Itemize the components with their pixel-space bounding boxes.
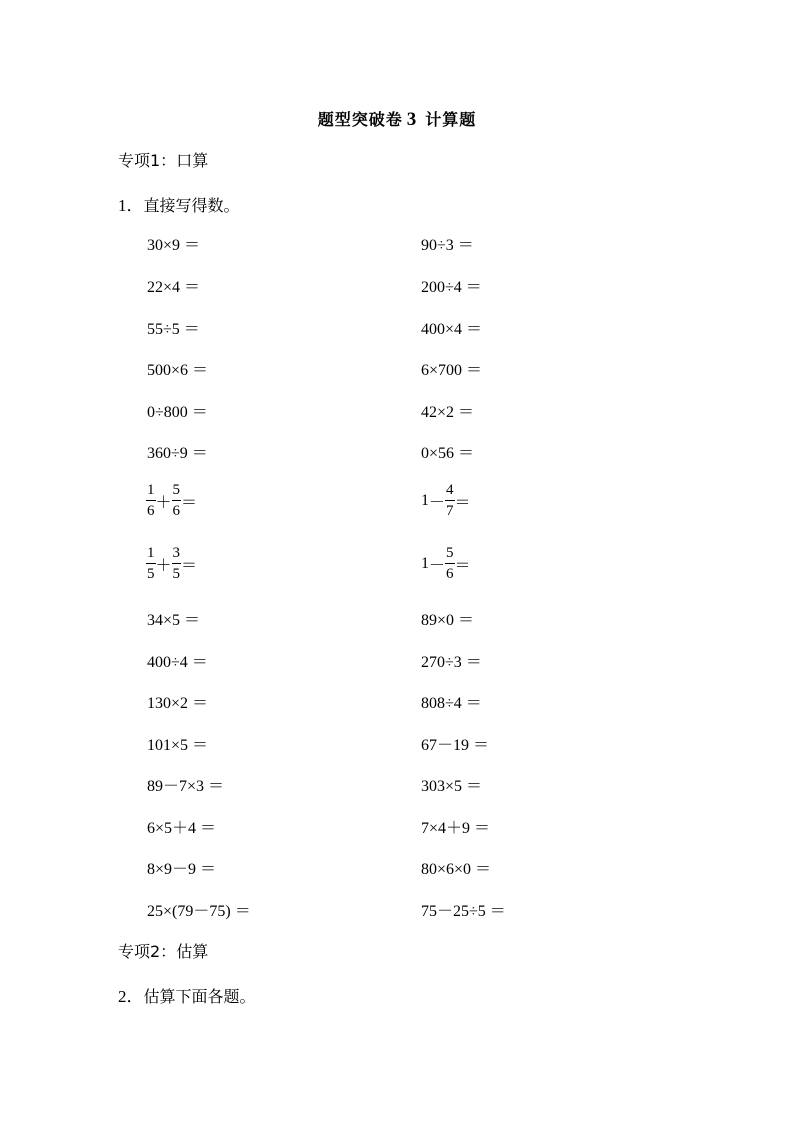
- section-2-name: 估算: [176, 942, 209, 961]
- problem-right-6: 0×56 ＝: [421, 445, 475, 462]
- problem-left-16: 25×(79－75) ＝: [147, 903, 251, 920]
- problem-right-2: 200÷4 ＝: [421, 279, 482, 296]
- problem-right-10: 270÷3 ＝: [421, 654, 482, 671]
- problem-right-5: 42×2 ＝: [421, 404, 475, 421]
- section-1-name: 口算: [176, 151, 209, 170]
- problem-right-16: 75－25÷5 ＝: [421, 903, 506, 920]
- problem-right-1: 90÷3 ＝: [421, 237, 474, 254]
- question-1: [118, 191, 240, 216]
- problem-left-5: 0÷800 ＝: [147, 404, 208, 421]
- problem-left-15: 8×9－9 ＝: [147, 861, 217, 878]
- title-text: 题型突破卷: [317, 110, 403, 129]
- problem-left-1: 30×9 ＝: [147, 237, 201, 254]
- problem-left-2: 22×4 ＝: [147, 279, 201, 296]
- section-2-heading: [118, 939, 208, 962]
- problem-left-13: 89－7×3 ＝: [147, 778, 225, 795]
- question-1-text: 直接写得数。: [143, 196, 240, 215]
- section-1-label: 专项1：: [118, 151, 177, 170]
- problem-right-11: 808÷4 ＝: [421, 695, 482, 712]
- problem-right-12: 67－19 ＝: [421, 737, 490, 754]
- problem-left-14: 6×5＋4 ＝: [147, 820, 217, 837]
- page-title: [0, 107, 794, 131]
- problem-left-12: 101×5 ＝: [147, 737, 209, 754]
- question-1-label: 1．: [118, 196, 144, 215]
- question-2-text: 估算下面各题。: [143, 987, 256, 1006]
- problem-left-7-fraction: $\frac{1}{6}$ ＋ $\frac{5}{6}$ ＝: [147, 482, 198, 519]
- section-2-label: 专项2：: [118, 942, 177, 961]
- problem-left-11: 130×2 ＝: [147, 695, 209, 712]
- problem-right-8-fraction: 1－ $\frac{5}{6}$ ＝: [421, 545, 471, 582]
- section-1-heading: [118, 148, 208, 171]
- problem-right-13: 303×5 ＝: [421, 778, 483, 795]
- problem-left-4: 500×6 ＝: [147, 362, 209, 379]
- problem-left-3: 55÷5 ＝: [147, 321, 200, 338]
- title-number: 3: [406, 109, 418, 130]
- problem-right-3: 400×4 ＝: [421, 321, 483, 338]
- question-2: [118, 982, 256, 1007]
- problem-right-14: 7×4＋9 ＝: [421, 820, 491, 837]
- problem-left-6: 360÷9 ＝: [147, 445, 208, 462]
- question-2-label: 2．: [118, 987, 144, 1006]
- problem-right-9: 89×0 ＝: [421, 612, 475, 629]
- problem-left-9: 34×5 ＝: [147, 612, 201, 629]
- problem-right-4: 6×700 ＝: [421, 362, 483, 379]
- title-subtitle: 计算题: [425, 110, 477, 129]
- problem-left-10: 400÷4 ＝: [147, 654, 208, 671]
- problem-right-7-fraction: 1－ $\frac{4}{7}$ ＝: [421, 482, 471, 519]
- problem-left-8-fraction: $\frac{1}{5}$ ＋ $\frac{3}{5}$ ＝: [147, 545, 198, 582]
- problem-right-15: 80×6×0 ＝: [421, 861, 492, 878]
